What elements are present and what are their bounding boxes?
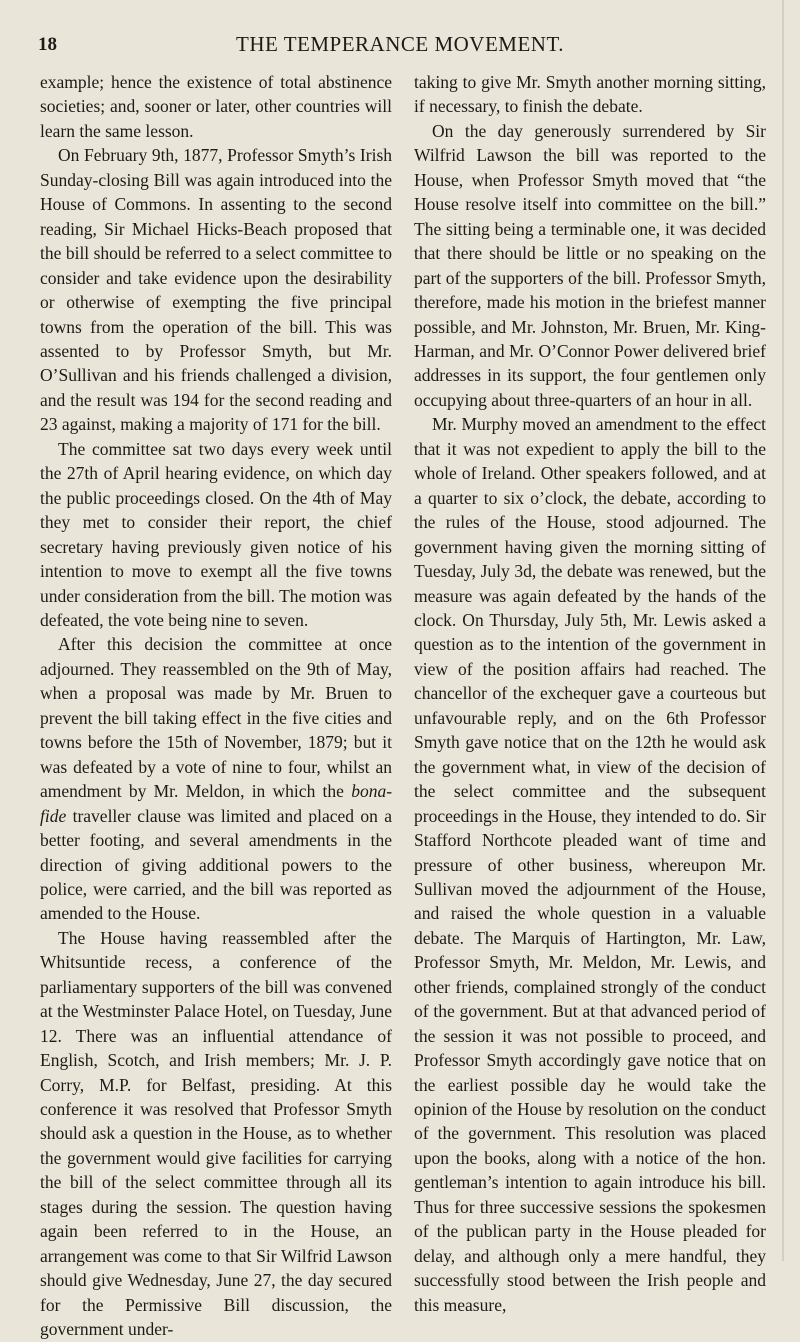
running-title: THE TEMPERANCE MOVEMENT.	[236, 32, 564, 56]
paragraph: taking to give Mr. Smyth another morning sitting, if necessary, to finish the debate.	[414, 72, 766, 117]
left-column	[40, 70, 392, 1342]
italic-term: bona-fide	[40, 781, 393, 826]
paragraph: Mr. Murphy moved an amendment to the effect that it was not expedient to apply the bill to the whole of Ireland. Other speakers followed, and at a quarter to six o’clock, the debate, according to the rules of the House, stood adjourned. The government having given the morning sitting of Tuesday, July 3d, the debate was renewed, but the measure was again defeated by the hands of the clock. On Thursday, July 5th, Mr. Lewis asked a question as to the intention of the government in view of the position affairs had reached. The chancellor of the exchequer gave a courteous but unfavourable reply, and on the 6th Professor Smyth gave notice that on the 12th he would ask the government what, in view of the decision of the select committee and the subsequent proceedings in the House, they intended to do. Sir Stafford Northcote pleaded want of time and pressure of other business, whereupon Mr. Sullivan moved the adjournment of the House, and raised the whole question in a valuable debate. The Marquis of Hartington, Mr. Law, Professor Smyth, Mr. Meldon, Mr. Lewis, and other friends, complained strongly of the conduct of the government. But at that advanced period of the session it was not possible to proceed, and Professor Smyth accordingly gave notice that on the earliest possible day he would take the opinion of the House by resolution on the conduct of the government. This resolution was placed upon the books, along with a notice of the hon. gentleman’s intention to again introduce his bill. Thus for three successive sessions the spokesmen of the publican party in the House pleaded for delay, and although only a mere handful, they successfully stood between the Irish people and this measure,	[414, 414, 766, 1315]
right-column	[414, 70, 766, 1317]
paragraph: example; hence the existence of total abstinence societies; and, sooner or later, other countries will learn the same lesson.	[40, 72, 392, 141]
paragraph	[40, 632, 392, 925]
page-edge	[782, 0, 784, 1261]
paragraph-text: traveller clause was limited and placed on a better footing, and several amendments in the direction of giving additional powers to the police, were carried, and the bill was reported as amended to the House.	[40, 805, 392, 924]
paragraph: The House having reassembled after the Whitsuntide recess, a conference of the parliamentary supporters of the bill was convened at the Westminster Palace Hotel, on Tuesday, June 12. There was an influential attendance of English, Scotch, and Irish members; Mr. J. P. Corry, M.P. for Belfast, presiding. At this conference it was resolved that Professor Smyth should ask a question in the House, as to whether the government would give facilities for carrying the bill of the select committee through all its stages during the session. The question having again been referred to in the House, an arrangement was come to that Sir Wilfrid Lawson should give Wednesday, June 27, the day secured for the Permissive Bill discussion, the government under-	[40, 927, 392, 1340]
paragraph-text: After this decision the committee at once adjourned. They reassembled on the 9th of May, when a proposal was made by Mr. Bruen to prevent the bill taking effect in the five cities and towns before the 15th of November, 1879; but it was defeated by a vote of nine to four, whilst an amendment by Mr. Meldon, in which the	[40, 634, 392, 802]
paragraph: On February 9th, 1877, Professor Smyth’s Irish Sunday-closing Bill was again introduced into the House of Commons. In assenting to the second reading, Sir Michael Hicks-Beach proposed that the bill should be referred to a select committee to consider and take evidence upon the desirability or otherwise of exempting the five principal towns from the operation of the bill. This was assented to by Professor Smyth, but Mr. O’Sullivan and his friends challenged a division, and the result was 194 for the second reading and 23 against, making a majority of 171 for the bill.	[40, 145, 392, 435]
paragraph: The committee sat two days every week until the 27th of April hearing evidence, on which day the public proceedings closed. On the 4th of May they met to consider their report, the chief secretary having previously given notice of his intention to move to exempt all the five towns under consideration from the bill. The motion was defeated, the vote being nine to seven.	[40, 438, 392, 630]
paragraph: On the day generously surrendered by Sir Wilfrid Lawson the bill was reported to the House, when Professor Smyth moved that “the House resolve itself into committee on the bill.” The sitting being a terminable one, it was decided that there should be little or no speaking on the part of the supporters of the bill. Professor Smyth, therefore, made his motion in the briefest manner possible, and Mr. Johnston, Mr. Bruen, Mr. King-Harman, and Mr. O’Connor Power delivered brief addresses in its support, the four gentlemen only occupying about three-quarters of an hour in all.	[414, 120, 766, 410]
page-number: 18	[38, 34, 57, 55]
